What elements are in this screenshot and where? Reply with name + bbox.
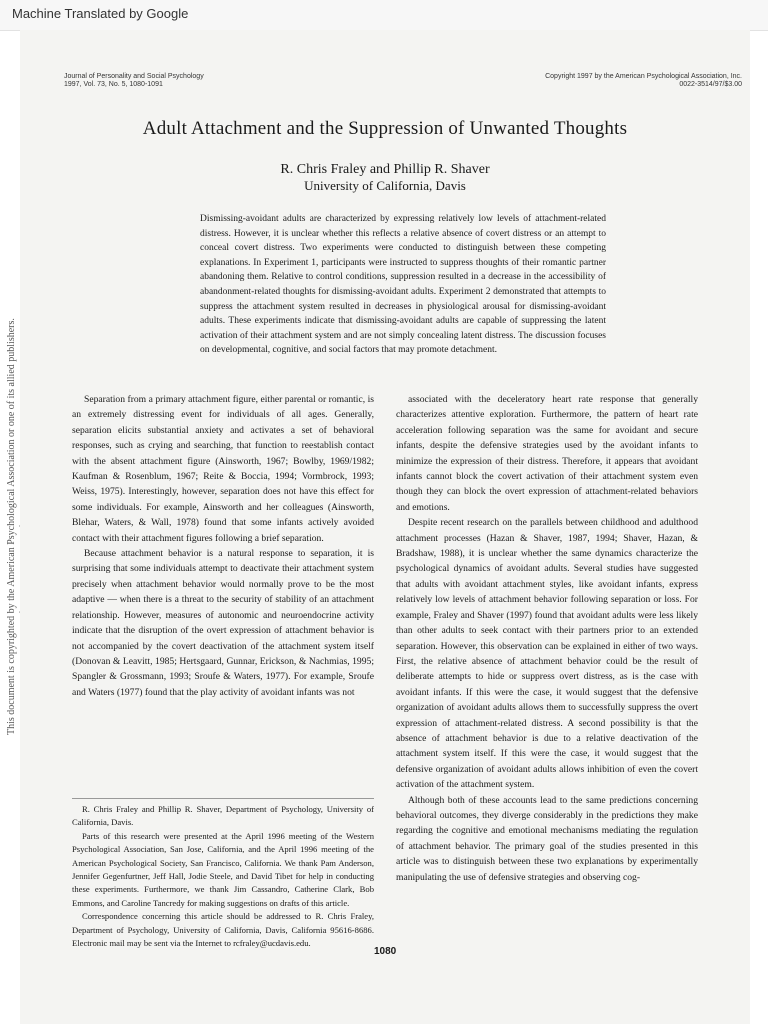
paragraph: Because attachment behavior is a natural response to separation, it is surprising that some individuals attempt to deactivate their attachment system precisely when attachment behavior would normally prove to be the most adaptive — when there is a threat to the security of stability of an attachment relationship. However, measures of autonomic and neuroendocrine activity indicate that the disruption of the overt expression of attachment behavior is not accompanied by the covert deactivation of the attachment system itself (Donovan & Leavitt, 1985; Hertsgaard, Gunnar, Erickson, & Nachmias, 1995; Spangler & Grossmann, 1993; Sroufe & Waters, 1977). For example, Sroufe and Waters (1977) found that the play activity of avoidant infants was not: [72, 548, 374, 698]
paragraph: Although both of these accounts lead to the same predictions concerning behavioral outcomes, they diverge considerably in the predictions they make regarding the cognitive and emotional mechanisms mediating the regulation of attachment behavior. The primary goal of the studies presented in this article was to distinguish between these two explanations by experimentally manipulating the use of defensive strategies and observing cog-: [396, 794, 698, 883]
banner-label: Machine Translated by Google: [12, 6, 189, 21]
paragraph: Separation from a primary attachment figure, either parental or romantic, is an extremely distressing event for individuals of all ages. Generally, separation elicits substantial anxiety and activates a set of behavioral responses, such as crying and searching, that function to reestablish contact with the absent attachment figure (Ainsworth, 1967; Bowlby, 1969/1982; Kaufman & Rosenblum, 1967; Reite & Boccia, 1994; Vormbrock, 1993; Weiss, 1975). Interestingly, however, separation does not have this effect for some individuals. For example, Ainsworth and her colleagues (Ainsworth, Blehar, Waters, & Wall, 1978) found that some infants actively avoided contact with their attachment figures following a brief separation.: [72, 394, 374, 544]
article-authors: R. Chris Fraley and Phillip R. Shaver: [280, 162, 490, 177]
copyright-notice: [545, 73, 742, 89]
body-column-right: [396, 392, 698, 885]
footnote-affiliation: R. Chris Fraley and Phillip R. Shaver, Department of Psychology, University of California, Davis.: [72, 804, 374, 828]
author-affiliation: University of California, Davis: [304, 178, 466, 193]
copyright-holder: Copyright 1997 by the American Psychological Association, Inc.: [545, 73, 742, 80]
journal-volume: 1997, Vol. 73, No. 5, 1080-1091: [64, 81, 163, 88]
journal-citation: [64, 73, 204, 89]
paragraph: Despite recent research on the parallels between childhood and adulthood attachment processes (Hazan & Shaver, 1987, 1994; Shaver, Hazan, & Bradshaw, 1988), it is unclear whether the same dynamics characterize the psychological dynamics of avoidant adults. Several studies have suggested that adults with avoidant attachment styles, like avoidant infants, express relatively low levels of attachment behavior following separation or loss. For example, Fraley and Shaver (1997) found that avoidant adults were less likely than other adults to seek contact with their partners prior to an extended separation. However, this observation can be explained in either of two ways. First, the relative absence of attachment behavior could be the result of deliberate attempts to hide or suppress overt distress, as is the case with avoidant infants. If this were the case, it would suggest that the defensive organization of avoidant adults allows them to successfully suppress the overt expression of attachment-related distress. A second possibility is that the absence of attachment behavior is due to a relative deactivation of the attachment system itself. If this were the case, it would suggest that the defensive organization of avoidant adults allows inhibition of even the covert activation of the attachment system.: [396, 517, 698, 791]
article-title: Adult Attachment and the Suppression of Unwanted Thoughts: [142, 118, 628, 139]
side-notice-line-1: This document is copyrighted by the American Psychological Association or one of its allied publishers.: [6, 318, 17, 735]
page-number: 1080: [374, 946, 397, 957]
footnote-acknowledgments: Parts of this research were presented at the April 1996 meeting of the Western Psychological Association, San Jose, California, and the April 1996 meeting of the American Psychological Society, San Francisco, California. We thank Pam Anderson, Jennifer Gegenfurtner, Jeff Hall, Jodie Steele, and David Tibet for help in conducting these experiments. Furthermore, we thank Jim Cassandro, Catherine Clark, Bob Emmons, and Caroline Tancredy for making suggestions on drafts of this article.: [72, 830, 374, 908]
body-column-left: [72, 392, 374, 700]
author-footnotes: [72, 798, 374, 950]
translation-banner: [0, 0, 768, 31]
issn-price: 0022-3514/97/$3.00: [679, 81, 742, 88]
abstract: Dismissing-avoidant adults are characterized by expressing relatively low levels of attachment-related distress. However, it is unclear whether this reflects a relative absence of covert distress or an attempt to conceal covert distress. Two experiments were conducted to distinguish between these competing explanations. In Experiment 1, participants were instructed to suppress thoughts of their romantic partner abandoning them. Relative to control conditions, suppression resulted in a decrease in the accessibility of abandonment-related thoughts for dismissing-avoidant adults. Experiment 2 demonstrated that attempts to suppress the attachment system resulted in decreases in physiological arousal for dismissing-avoidant adults. These experiments indicate that dismissing-avoidant adults are capable of suppressing the latent activation of their attachment system and are not simply concealing latent distress. The discussion focuses on developmental, cognitive, and social factors that may promote detachment.: [200, 214, 606, 356]
journal-name: Journal of Personality and Social Psychology: [64, 73, 204, 80]
footnote-correspondence: Correspondence concerning this article should be addressed to R. Chris Fraley, Department of Psychology, University of California, Davis, California 95616-8686. Electronic mail may be sent via the Internet to rcfraley@ucdavis.edu.: [72, 911, 374, 949]
paragraph: associated with the deceleratory heart rate response that generally characterizes attentive exploration. Furthermore, the pattern of heart rate acceleration following separation was the same for avoidant and secure infants, despite the defensive strategies used by the avoidant infants to minimize the expression of their distress. Therefore, it appears that avoidant infants cannot block the covert activation of their attachment system even though they can block the overt expression of attachment-related behaviors and emotions.: [396, 394, 698, 513]
